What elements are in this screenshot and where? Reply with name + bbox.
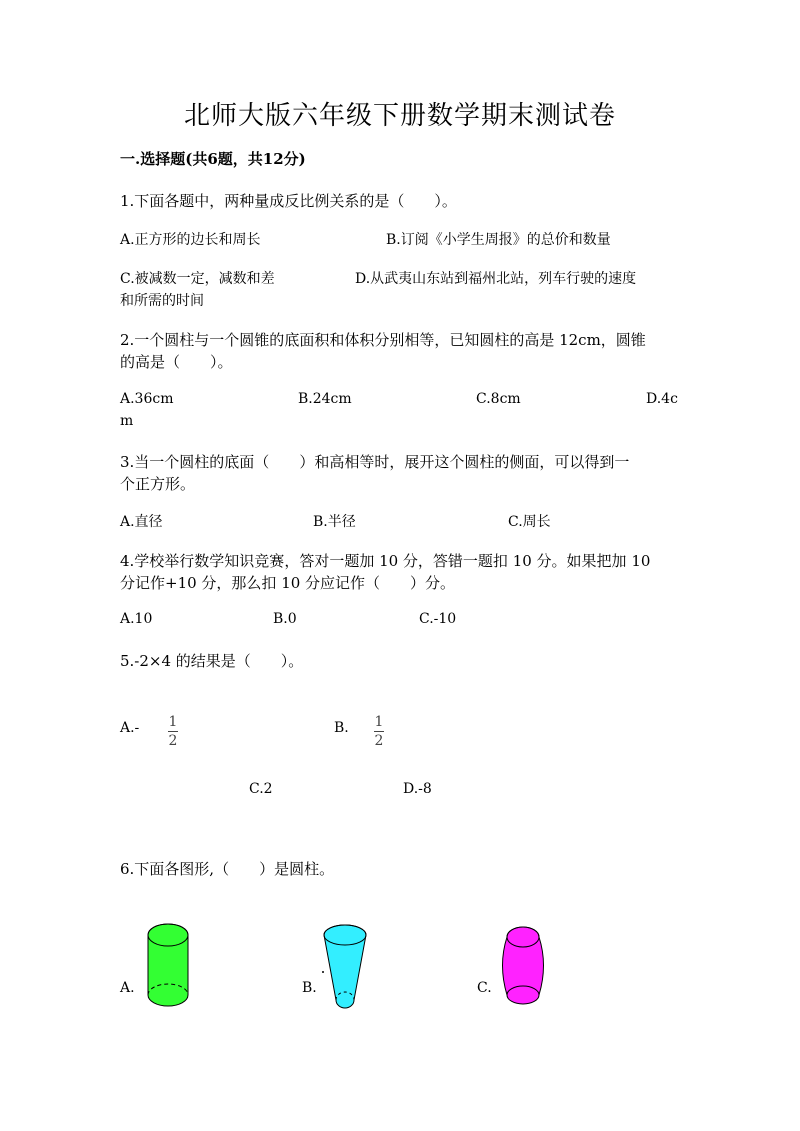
q6-stem: 6.下面各图形,（ ）是圆柱。 [120,860,335,878]
q4-option-a: A.10 [120,611,153,627]
q2-option-a: A.36cm [120,391,174,407]
section-heading: 一.选择题(共6题，共12分) [120,150,306,168]
q2-option-b: B.24cm [298,391,352,407]
q2-option-d-cont: m [120,413,134,429]
frustum-figure [320,922,370,1012]
q2-stem-cont: 的高是（ ）。 [120,353,233,371]
q3-stem: 3.当一个圆柱的底面（ ）和高相等时，展开这个圆柱的侧面，可以得到一 [120,453,630,471]
q3-option-b: B.半径 [313,514,356,530]
q5-option-b: B. [334,720,349,736]
q1-option-b: B.订阅《小学生周报》的总价和数量 [386,232,611,248]
q3-stem-cont: 个正方形。 [120,475,196,493]
q5-stem: 5.-2×4 的结果是（ ）。 [120,652,304,670]
cylinder-figure [145,920,191,1010]
fraction-denominator: 2 [168,733,178,749]
q5-option-d: D.-8 [403,781,432,797]
q1-stem: 1.下面各题中，两种量成反比例关系的是（ ）。 [120,192,457,210]
q3-option-a: A.直径 [120,514,163,530]
q2-stem: 2.一个圆柱与一个圆锥的底面积和体积分别相等，已知圆柱的高是 12cm，圆锥 [120,331,646,349]
q1-option-a: A.正方形的边长和周长 [120,232,261,248]
q2-option-d: D.4c [646,391,678,407]
q5-option-a-fraction [168,714,178,749]
q1-option-d-cont: 和所需的时间 [120,293,204,309]
fraction-denominator: 2 [374,733,384,749]
q4-stem-cont: 分记作+10 分，那么扣 10 分应记作（ ）分。 [120,574,456,592]
q2-option-c: C.8cm [476,391,521,407]
fraction-bar [168,731,178,732]
fraction-numerator: 1 [168,714,178,730]
q5-option-a: A.- [120,720,140,736]
fraction-numerator: 1 [374,714,384,730]
q5-option-c: C.2 [249,781,273,797]
q4-stem: 4.学校举行数学知识竞赛，答对一题加 10 分，答错一题扣 10 分。如果把加 10 [120,552,651,570]
q6-option-a: A. [120,980,135,996]
q3-option-c: C.周长 [508,514,551,530]
q6-option-c: C. [477,980,492,996]
q4-option-b: B.0 [273,611,297,627]
q5-option-b-fraction [374,714,384,749]
q4-option-c: C.-10 [419,611,457,627]
q1-option-d: D.从武夷山东站到福州北站，列车行驶的速度 [355,271,637,287]
q1-option-c: C.被减数一定，减数和差 [120,271,275,287]
fraction-bar [374,731,384,732]
page-title: 北师大版六年级下册数学期末测试卷 [183,101,616,131]
q6-option-b: B. [302,980,317,996]
barrel-figure [498,920,548,1015]
